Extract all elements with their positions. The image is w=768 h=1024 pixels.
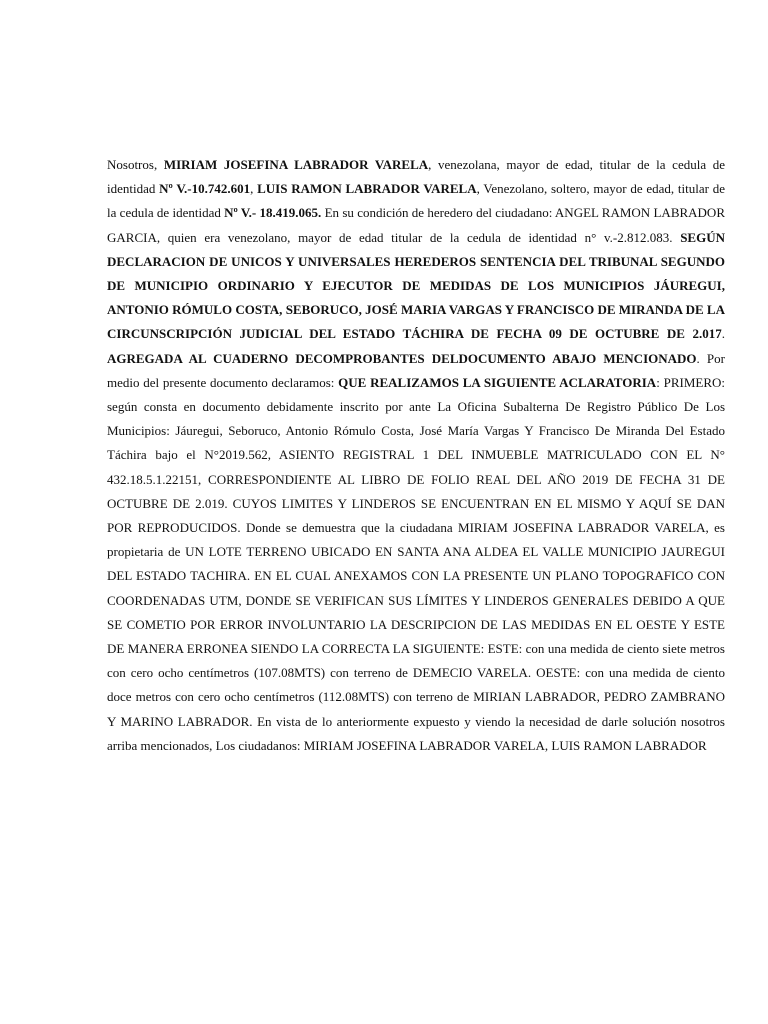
separator-text: , <box>250 181 258 197</box>
id-number-1: Nº V.-10.742.601 <box>159 181 251 197</box>
court-sentence: SEGÚN DECLARACION DE UNICOS Y UNIVERSALES HEREDEROS SENTENCIA DEL TRIBUNAL SEGUNDO DE MUNICIPIO ORDINARIO Y EJECUTOR DE MEDIDAS DE LOS MUNICIPIOS JÁUREGUI, ANTONIO RÓMULO COSTA, SEBORUCO, JOSÉ MARIA VARGAS Y FRANCISCO DE MIRANDA DE LA CIRCUNSCRIPCIÓN JUDICIAL DEL ESTADO TÁCHIRA DE FECHA 09 DE OCTUBRE DE 2.017 <box>107 229 725 342</box>
sentence-end: . <box>721 326 725 342</box>
document-body: : PRIMERO: según consta en documento debidamente inscrito por ante La Oficina Subalterna De Registro Público De Los Municipios: Jáuregui, Seboruco, Antonio Rómulo Costa, José María Vargas Y Francisco De Miranda Del Estado Táchira bajo el N°2019.562, ASIENTO REGISTRAL 1 DEL INMUEBLE MATRICULADO CON EL N° 432.18.5.1.22151, CORRESPONDIENTE AL LIBRO DE FOLIO REAL DEL AÑO 2019 DE FECHA 31 DE OCTUBRE DE 2.019. CUYOS LIMITES Y LINDEROS SE ENCUENTRAN EN EL MISMO Y AQUÍ SE DAN POR REPRODUCIDOS. Donde se demuestra que la ciudadana MIRIAM JOSEFINA LABRADOR VARELA, es propietaria de UN LOTE TERRENO UBICADO EN SANTA ANA ALDEA EL VALLE MUNICIPIO JAUREGUI DEL ESTADO TACHIRA. EN EL CUAL ANEXAMOS CON LA PRESENTE UN PLANO TOPOGRAFICO CON COORDENADAS UTM, DONDE SE VERIFICAN SUS LÍMITES Y LINDEROS GENERALES DEBIDO A QUE SE COMETIO POR ERROR INVOLUNTARIO LA DESCRIPCION DE LAS MEDIDAS EN EL OESTE Y ESTE DE MANERA ERRONEA SIENDO LA CORRECTA LA SIGUIENTE: ESTE: con una medida de ciento siete metros con cero ocho centímetros (107.08MTS) con terreno de DEMECIO VARELA. OESTE: con una medida de ciento doce metros con cero ocho centímetros (112.08MTS) con terreno de MIRIAN LABRADOR, PEDRO ZAMBRANO Y MARINO LABRADOR. En vista de lo anteriormente expuesto y viendo la necesidad de darle solución nosotros arriba mencionados, Los ciudadanos: MIRIAM JOSEFINA LABRADOR VARELA, LUIS RAMON LABRADOR <box>107 374 725 753</box>
id-number-2: Nº V.- 18.419.065. <box>224 205 322 221</box>
owner-name-1: MIRIAM JOSEFINA LABRADOR VARELA <box>163 157 429 172</box>
heir-details: En su condición de heredero del ciudadano: ANGEL RAMON LABRADOR GARCIA, quien era venezolano, mayor de edad titular de la cedula de identidad n° v.-2.812.083. <box>107 205 725 245</box>
owner-2-details: , Venezolano, soltero, mayor de edad, titular de la cedula de identidad <box>107 181 725 221</box>
document-paragraph <box>107 153 725 758</box>
owner-name-2: LUIS RAMON LABRADOR VARELA <box>257 181 477 197</box>
owner-1-details: , venezolana, mayor de edad, titular de la cedula de identidad <box>107 157 725 197</box>
declaration-intro: . Por medio del presente documento declaramos: <box>107 350 725 390</box>
attached-note: AGREGADA AL CUADERNO DECOMPROBANTES DELDOCUMENTO ABAJO MENCIONADO <box>107 350 697 366</box>
clarification-heading: QUE REALIZAMOS LA SIGUIENTE ACLARATORIA <box>338 374 657 390</box>
intro-text: Nosotros, <box>107 157 164 172</box>
